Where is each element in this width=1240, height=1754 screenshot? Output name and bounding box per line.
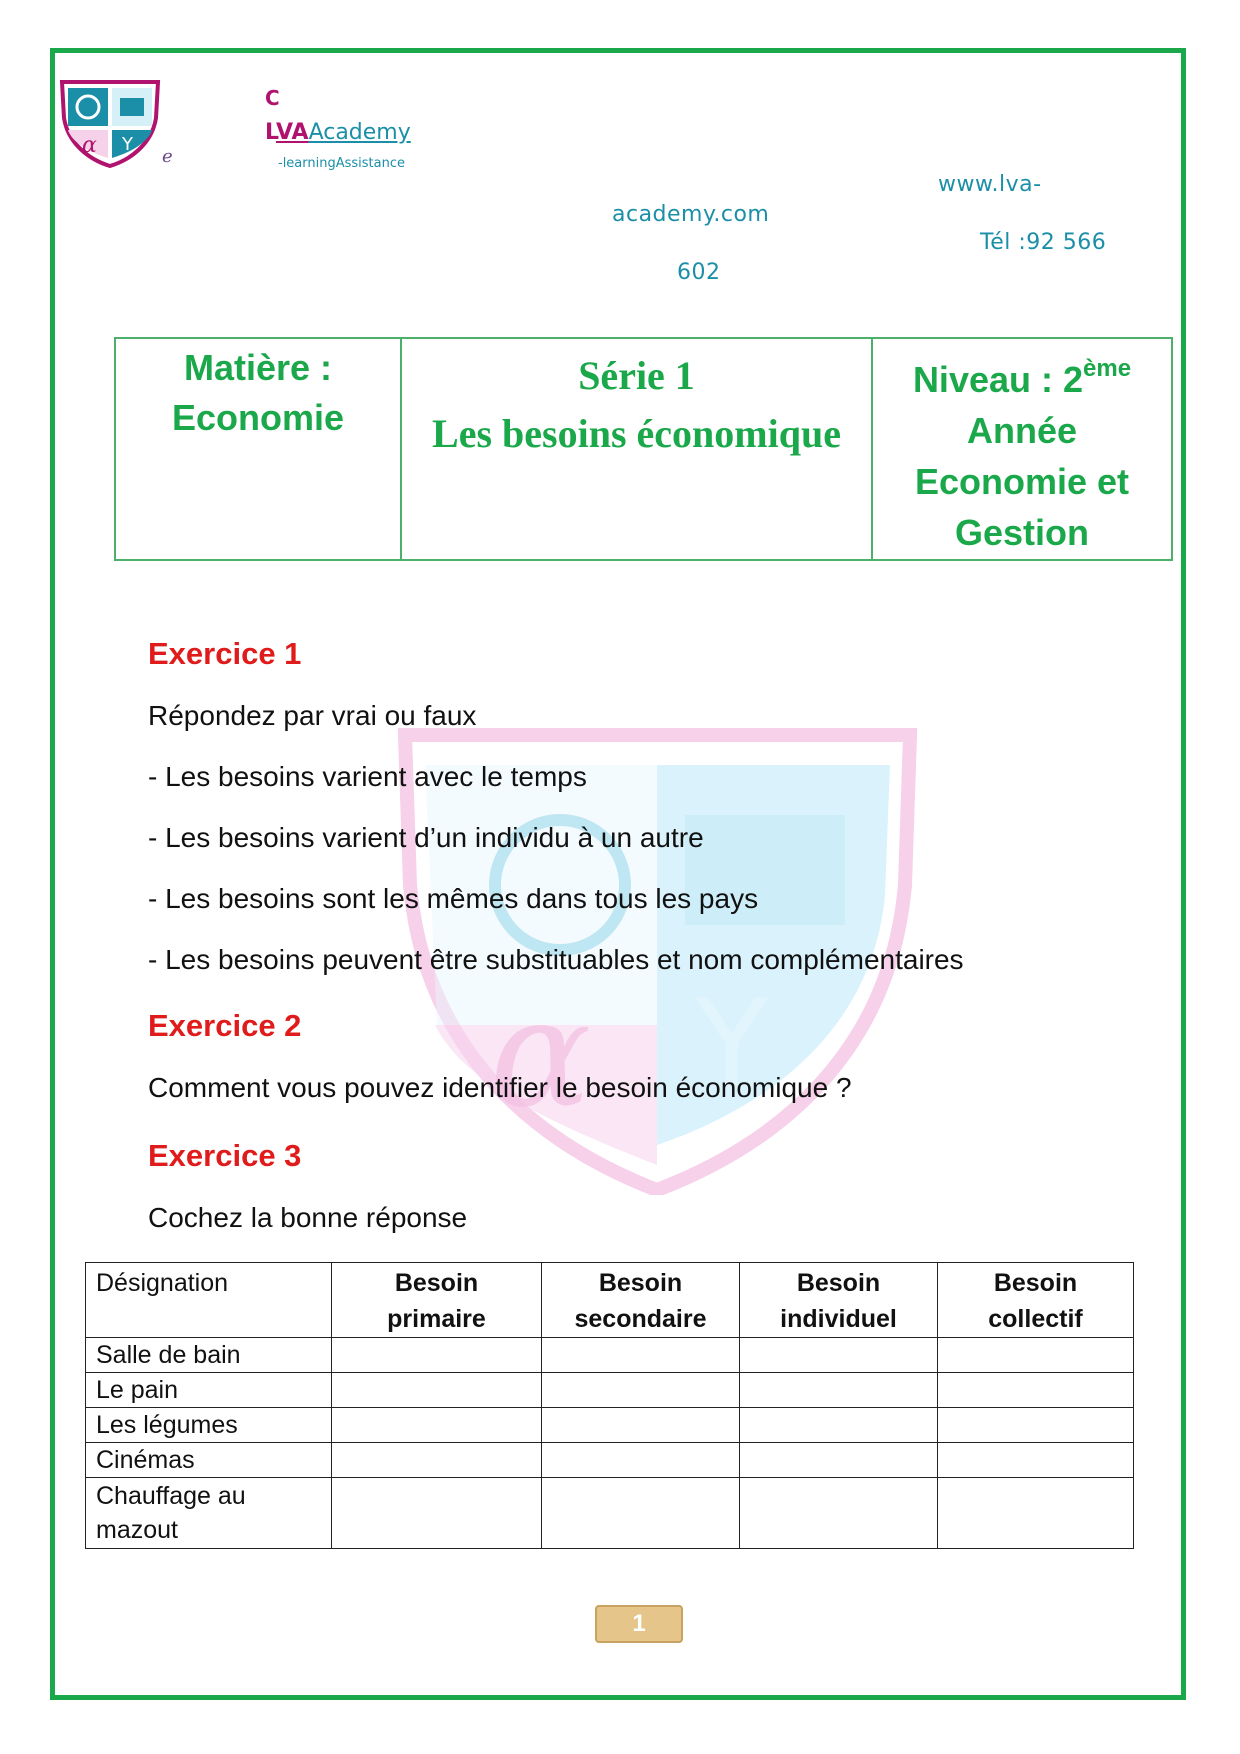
table-row: [86, 1338, 1134, 1373]
column-header-line: Besoin: [796, 1269, 881, 1297]
row-label: Les légumes: [86, 1408, 332, 1443]
svg-text:Y: Y: [695, 975, 769, 1114]
table-row: [86, 1478, 1134, 1549]
brand-name: [265, 120, 411, 145]
answer-cell[interactable]: [332, 1408, 542, 1443]
table-row: [86, 1373, 1134, 1408]
column-header-line: Besoin: [598, 1269, 683, 1297]
column-header-line: Désignation: [96, 1269, 229, 1297]
row-label: Le pain: [86, 1373, 332, 1408]
answer-cell[interactable]: [332, 1373, 542, 1408]
brand-academy: Academy: [308, 120, 411, 145]
subject-label: Matière :: [183, 347, 333, 388]
exercise-1-item: - Les besoins varient d’un individu à un autre: [148, 822, 704, 853]
series-theme: Les besoins économique: [432, 411, 841, 456]
brand-va: VA: [276, 120, 309, 145]
row-label: Cinémas: [86, 1443, 332, 1478]
answer-cell[interactable]: [938, 1443, 1134, 1478]
exercise-1-item: - Les besoins sont les mêmes dans tous les pays: [148, 883, 759, 914]
exercise-1-item: - Les besoins varient avec le temps: [148, 761, 587, 792]
phone-rest: 602: [677, 260, 721, 285]
answer-cell[interactable]: [740, 1408, 938, 1443]
brand-initial: C: [265, 86, 280, 110]
level-sup: ème: [1083, 355, 1132, 382]
answer-cell[interactable]: [542, 1408, 740, 1443]
answer-cell[interactable]: [938, 1408, 1134, 1443]
table-row: [86, 1443, 1134, 1478]
column-header: [332, 1263, 542, 1338]
answer-cell[interactable]: [542, 1443, 740, 1478]
answer-cell[interactable]: [938, 1373, 1134, 1408]
header-table: [114, 337, 1173, 561]
svg-text:α: α: [490, 967, 592, 1141]
answer-cell[interactable]: [542, 1338, 740, 1373]
column-header: [740, 1263, 938, 1338]
answer-cell[interactable]: [332, 1338, 542, 1373]
subject-value: Economie: [171, 397, 345, 438]
answer-cell[interactable]: [740, 1373, 938, 1408]
answer-cell[interactable]: [542, 1478, 740, 1549]
level-prefix: Niveau : 2: [912, 359, 1084, 400]
answer-cell[interactable]: [740, 1478, 938, 1549]
column-header-line: primaire: [387, 1305, 486, 1333]
answer-cell[interactable]: [332, 1443, 542, 1478]
exercise-3-title: Exercice 3: [148, 1138, 302, 1173]
row-label-line: Chauffage au: [96, 1482, 246, 1510]
exercise-2-title: Exercice 2: [148, 1008, 302, 1043]
website-part2: academy.com: [612, 202, 770, 227]
column-header-line: secondaire: [574, 1305, 707, 1333]
table-header-row: [86, 1263, 1134, 1338]
series-title: Série 1: [578, 353, 695, 398]
answer-cell[interactable]: [740, 1443, 938, 1478]
page-number: 1: [595, 1605, 683, 1643]
row-label: [86, 1478, 332, 1549]
column-header-line: individuel: [780, 1305, 897, 1333]
phone: Tél :92 566: [980, 230, 1107, 255]
level-cell: [872, 338, 1172, 560]
level-line3: Economie et: [914, 461, 1130, 502]
exercise-3-instruction: Cochez la bonne réponse: [148, 1202, 468, 1233]
column-header-line: Besoin: [993, 1269, 1078, 1297]
brand-tagline: -learningAssistance: [278, 156, 405, 171]
exercise-1-instruction: Répondez par vrai ou faux: [148, 700, 477, 731]
series-cell: [401, 338, 872, 560]
svg-text:Y: Y: [122, 134, 133, 155]
answer-cell[interactable]: [332, 1478, 542, 1549]
answer-cell[interactable]: [938, 1478, 1134, 1549]
level-line4: Gestion: [954, 512, 1089, 553]
brand-l: L: [265, 120, 276, 145]
column-header-line: Besoin: [394, 1269, 479, 1297]
exercise-1-item: - Les besoins peuvent être substituables et nom complémentaires: [148, 944, 964, 975]
row-label-line: mazout: [96, 1516, 178, 1544]
column-header: [86, 1263, 332, 1338]
lva-logo-icon: [58, 78, 162, 168]
logo-letter: e: [162, 146, 173, 167]
subject-cell: [115, 338, 401, 560]
answer-cell[interactable]: [740, 1338, 938, 1373]
answer-cell[interactable]: [938, 1338, 1134, 1373]
website-part1: www.lva-: [938, 172, 1042, 197]
exercise-2-question: Comment vous pouvez identifier le besoin économique ?: [148, 1072, 852, 1103]
answer-cell[interactable]: [542, 1373, 740, 1408]
level-line2: Année: [966, 410, 1078, 451]
table-row: [86, 1408, 1134, 1443]
svg-text:α: α: [82, 133, 97, 158]
column-header: [542, 1263, 740, 1338]
column-header: [938, 1263, 1134, 1338]
level-line1: [874, 343, 1170, 405]
needs-table: [85, 1262, 1134, 1549]
row-label: Salle de bain: [86, 1338, 332, 1373]
column-header-line: collectif: [988, 1305, 1083, 1333]
exercise-1-title: Exercice 1: [148, 636, 302, 671]
